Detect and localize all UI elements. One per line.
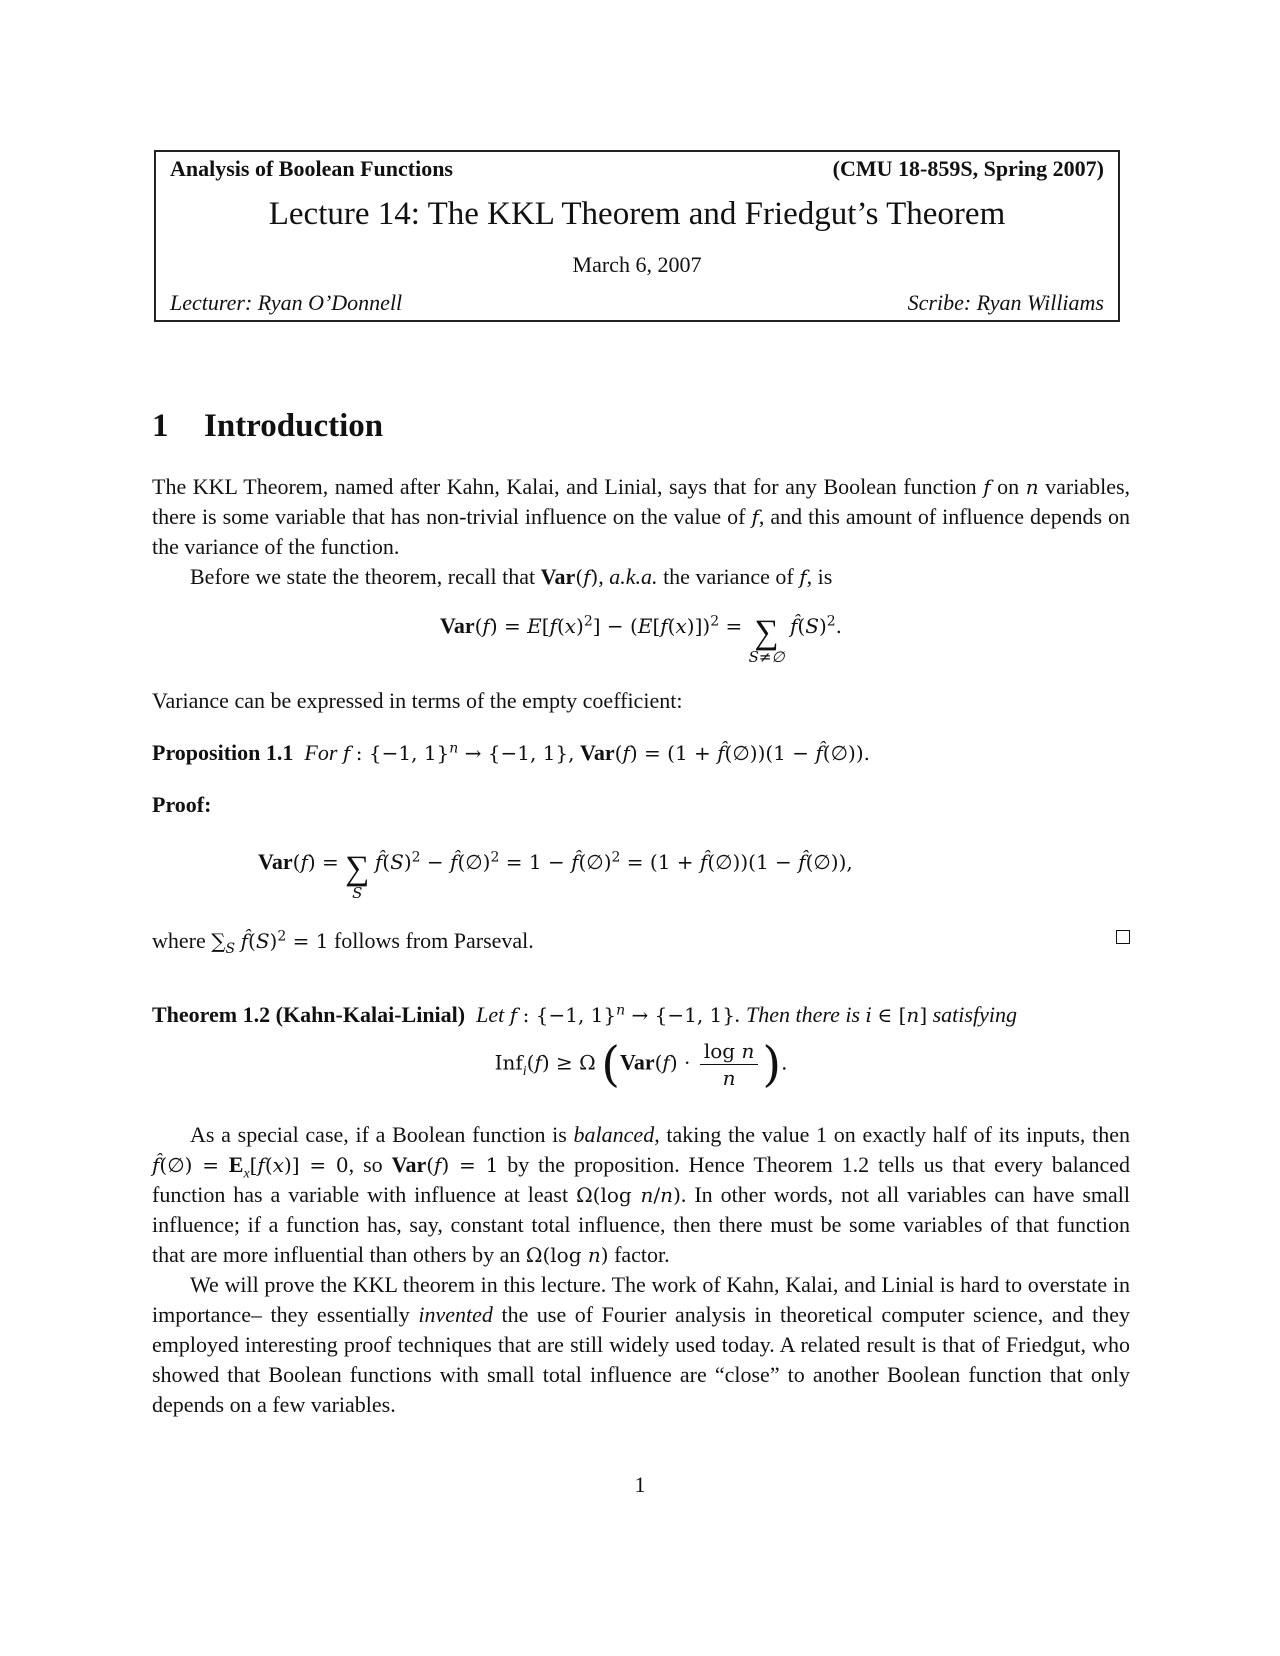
section-title: Introduction [204,408,384,444]
qed-symbol [1116,930,1130,944]
course-name: Analysis of Boolean Functions [170,156,453,181]
variance-text: Variance can be expressed in terms of the empty coefficient: [152,688,683,713]
lecture-date: March 6, 2007 [572,252,702,277]
proof-label: Proof: [152,792,212,817]
page-number: 1 [634,1472,646,1497]
variance-equation: $Var(f) = E[f(x)^2] - (E[f(x)])^2$ = ∑ S≠∅ $f̂(S)^2$. [439,613,843,666]
header-bottom-row [170,290,1104,316]
section-number: 1 [152,408,169,444]
intro-paragraph-1: The KKL Theorem, named after Kahn, Kalai, and Linial, says that for any Boolean function f on n variables, there is some variable that has non-trivial influence on the value of f, and this amount of influence depends on the variance of the function. [152,474,1131,559]
scribe: Scribe: Ryan Williams [907,290,1104,315]
discussion-paragraph-2: We will prove the KKL theorem in this lecture. The work of Kahn, Kalai, and Linial is hard to overstate in importance– they essentially invented the use of Fourier analysis in theoretical computer science, and they employed interesting proof techniques that are still widely used today. A related result is that of Friedgut, who showed that Boolean functions with small total influence are “close” to another Boolean function that only depends on a few variables. [152,1272,1131,1417]
proof-equation: Var(f) = ∑ S $f̂(S)^2$ − f̂(∅)$^2$ = 1 − f̂(∅)$^2$ = (1 + f̂(∅))(1 − f̂(∅)), [258,849,853,902]
proof-where-line: where $\sum_S$ $f̂(S)^2 = 1$ follows from Parseval. [152,926,1130,956]
lecture-title: Lecture 14: The KKL Theorem and Friedgut’s Theorem [268,196,1006,232]
proposition-1-1: Proposition 1.1 For f : {−1, 1}$^n$ → {−1, 1}, Var(f) = (1 + f̂(∅))(1 − f̂(∅)). [152,740,870,765]
header-box [154,150,1120,322]
section-heading [152,408,383,445]
header-top-row [170,156,1104,182]
theorem-equation: Inf$_i$(f) ≥ Ω (Var(f) · $\frac{\text{log n}}{n}$ ). [494,1036,788,1093]
intro-paragraph-2: Before we state the theorem, recall that Var(f), a.k.a. the variance of f, is [190,564,833,589]
course-code: (CMU 18-859S, Spring 2007) [832,156,1104,181]
lecturer: Lecturer: Ryan O’Donnell [170,290,403,315]
theorem-1-2: Theorem 1.2 (Kahn-Kalai-Linial) Let f : {−1, 1}$^n$ → {−1, 1}. Then there is i ∈ [n] satisfying [152,1002,1017,1027]
discussion-paragraph-1: As a special case, if a Boolean function is balanced, taking the value 1 on exactly half of its inputs, then f̂(∅) = $E_x[f(x)] = 0$, so Var(f) = 1 by the proposition. Hence Theorem 1.2 tells us that every balanced function has a variable with influence at least Ω(log n/n). In other words, not all variables can have small influence; if a function has, say, constant total influence, then there must be some variables of that function that are more influential than others by an Ω(log n) factor. [152,1122,1131,1267]
